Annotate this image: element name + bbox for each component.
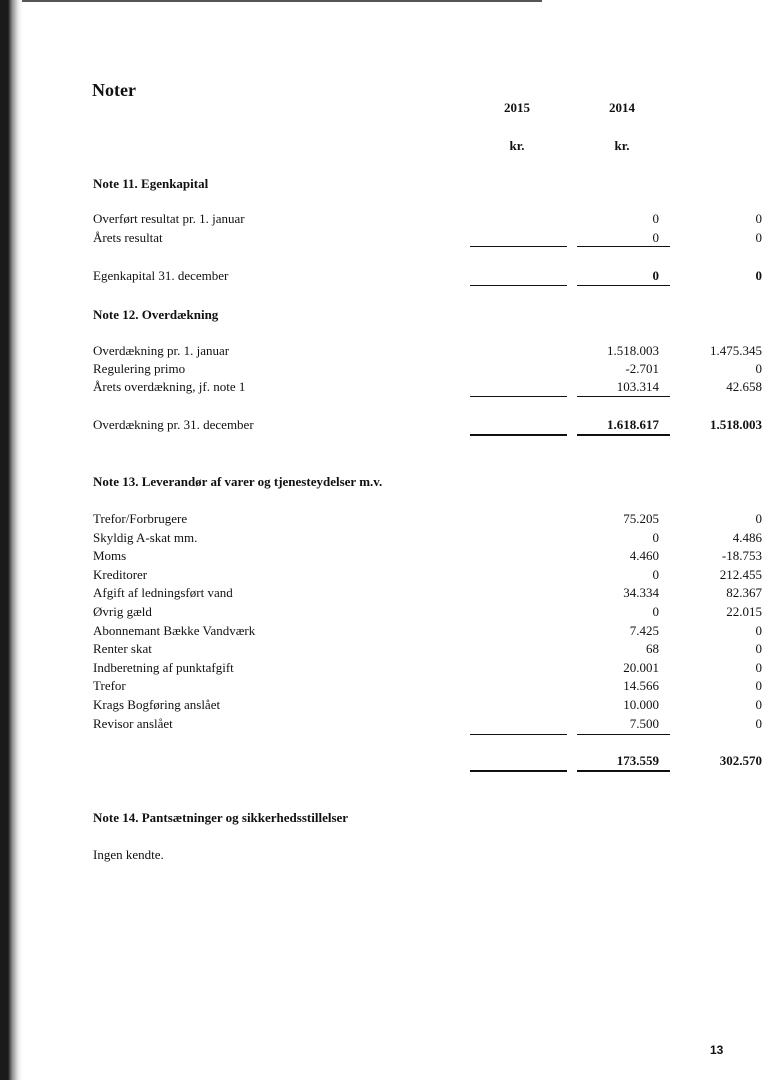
row-label: Egenkapital 31. december: [93, 268, 229, 283]
row-label: Overdækning pr. 1. januar: [93, 343, 230, 358]
column-unit-2014: kr.: [614, 138, 630, 153]
row-value-2015: 0: [652, 230, 659, 245]
table-row: [93, 211, 762, 230]
total-rule-2014: [577, 770, 670, 772]
total-rule-2014: [577, 434, 670, 436]
row-label: Moms: [93, 548, 127, 563]
row-label: Øvrig gæld: [93, 604, 152, 619]
table-row: [93, 343, 762, 362]
row-value-2014: 1.475.345: [710, 343, 762, 358]
table-row: [93, 548, 762, 567]
row-label: Abonnemant Bække Vandværk: [93, 623, 256, 638]
table-row: [93, 511, 762, 530]
subtotal-rule-2015: [470, 734, 567, 735]
table-row: [93, 623, 762, 642]
row-value-2015: 68: [646, 641, 659, 656]
row-value-2014: 302.570: [719, 753, 762, 768]
row-value-2015: 0: [652, 567, 659, 582]
note-14-text: Ingen kendte.: [93, 847, 164, 862]
row-label: Trefor/Forbrugere: [93, 511, 188, 526]
scan-edge: [0, 0, 22, 1080]
row-value-2015: 7.425: [629, 623, 659, 638]
row-value-2015: -2.701: [625, 361, 659, 376]
table-row: [93, 678, 762, 697]
row-label: Kreditorer: [93, 567, 148, 582]
table-row: [93, 530, 762, 549]
table-row: [93, 716, 762, 735]
total-rule-2015: [470, 434, 567, 436]
total-rule-2014: [577, 285, 670, 286]
row-value-2015: 0: [652, 530, 659, 545]
row-label: Afgift af ledningsført vand: [93, 585, 233, 600]
row-label: Overdækning pr. 31. december: [93, 417, 254, 432]
row-value-2014: 0: [755, 623, 762, 638]
table-row: [93, 585, 762, 604]
row-value-2015: 0: [652, 604, 659, 619]
row-value-2015: 0: [652, 211, 659, 226]
row-value-2014: 0: [755, 697, 762, 712]
row-value-2014: 212.455: [719, 567, 762, 582]
row-label: Skyldig A-skat mm.: [93, 530, 198, 545]
row-value-2015: 20.001: [623, 660, 659, 675]
row-value-2015: 173.559: [616, 753, 659, 768]
table-row: [93, 660, 762, 679]
row-value-2015: 10.000: [623, 697, 659, 712]
page-title: Noter: [92, 80, 136, 100]
row-value-2014: 22.015: [726, 604, 762, 619]
row-value-2014: 0: [755, 660, 762, 675]
row-label: Trefor: [93, 678, 126, 693]
row-value-2015: 4.460: [629, 548, 659, 563]
row-value-2015: 0: [652, 268, 659, 283]
row-value-2014: 0: [755, 211, 762, 226]
row-value-2014: 1.518.003: [710, 417, 762, 432]
total-rule-2015: [470, 770, 567, 772]
row-label: Renter skat: [93, 641, 152, 656]
row-value-2014: 42.658: [726, 379, 762, 394]
row-label: Revisor anslået: [93, 716, 173, 731]
table-row: [93, 567, 762, 586]
row-label: Overført resultat pr. 1. januar: [93, 211, 245, 226]
table-row: [93, 604, 762, 623]
table-row: [93, 361, 762, 380]
row-value-2015: 103.314: [616, 379, 659, 394]
row-value-2014: 0: [755, 230, 762, 245]
row-value-2014: 0: [755, 716, 762, 731]
row-value-2015: 75.205: [623, 511, 659, 526]
row-value-2014: 0: [755, 361, 762, 376]
row-value-2014: 4.486: [732, 530, 762, 545]
row-label: Krags Bogføring anslået: [93, 697, 221, 712]
total-rule-2015: [470, 285, 567, 286]
row-value-2015: 1.518.003: [607, 343, 659, 358]
row-value-2014: 0: [755, 678, 762, 693]
subtotal-rule-2014: [577, 734, 670, 735]
table-row: [93, 641, 762, 660]
subtotal-rule-2015: [470, 246, 567, 247]
row-value-2014: 0: [755, 268, 762, 283]
subtotal-rule-2015: [470, 396, 567, 397]
row-value-2014: -18.753: [721, 548, 762, 563]
row-value-2015: 7.500: [629, 716, 659, 731]
row-value-2014: 0: [755, 511, 762, 526]
subtotal-rule-2014: [577, 396, 670, 397]
note-13-heading: Note 13. Leverandør af varer og tjenesteydelser m.v.: [93, 474, 383, 489]
row-label: Indberetning af punktafgift: [93, 660, 234, 675]
row-value-2015: 14.566: [623, 678, 659, 693]
row-label: Årets overdækning, jf. note 1: [93, 379, 246, 394]
table-row: [93, 697, 762, 716]
row-value-2014: 82.367: [726, 585, 762, 600]
note-12-heading: Note 12. Overdækning: [93, 307, 219, 322]
scan-top-line: [22, 0, 542, 2]
column-header-2014: 2014: [609, 100, 635, 115]
subtotal-rule-2014: [577, 246, 670, 247]
row-label: Årets resultat: [93, 230, 163, 245]
note-11-heading: Note 11. Egenkapital: [93, 176, 209, 191]
note-14-heading: Note 14. Pantsætninger og sikkerhedsstillelser: [93, 810, 349, 825]
column-header-2015: 2015: [504, 100, 530, 115]
row-label: Regulering primo: [93, 361, 186, 376]
row-value-2015: 1.618.617: [607, 417, 659, 432]
row-value-2014: 0: [755, 641, 762, 656]
column-unit-2015: kr.: [509, 138, 525, 153]
row-value-2015: 34.334: [623, 585, 659, 600]
page-number: 13: [710, 1043, 724, 1057]
